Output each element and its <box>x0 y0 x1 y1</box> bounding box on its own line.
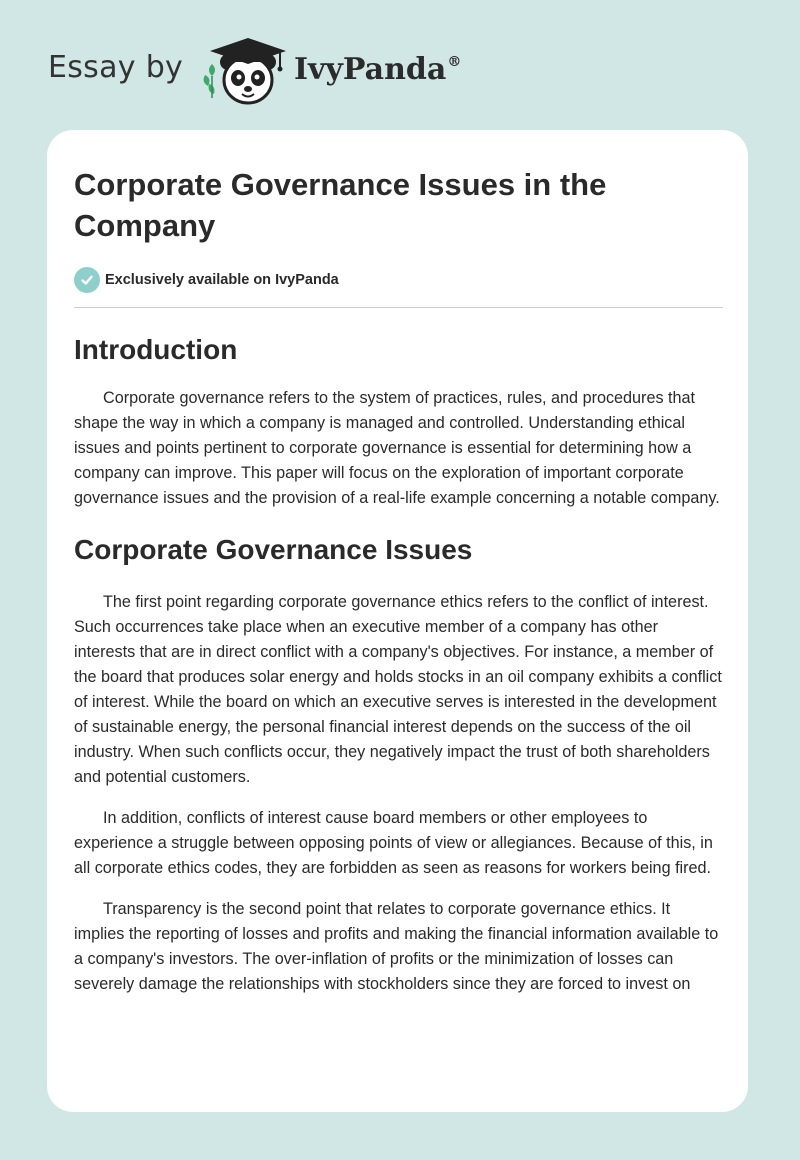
paragraph: Corporate governance refers to the system of practices, rules, and procedures that shape the way in which a company is managed and controlled. Understanding ethical issues and points pertinent to corporate governance is essential for determining how a company can improve. This paper will focus on the exploration of important corporate governance issues and the provision of a real-life example concerning a notable company. <box>74 389 720 507</box>
brand-name[interactable] <box>294 52 461 87</box>
section-heading-introduction: Introduction <box>74 334 238 365</box>
essay-card <box>47 130 748 1112</box>
exclusive-label: Exclusively available on IvyPanda <box>105 272 339 288</box>
paragraph: In addition, conflicts of interest cause board members or other employees to experience a struggle between opposing points of view or allegiances. Because of this, in all corporate ethics codes, they are forbidden as seen as reasons for workers being fired. <box>74 809 713 877</box>
essay-by-label: Essay by <box>48 50 184 85</box>
check-icon <box>74 267 100 293</box>
divider <box>74 307 723 308</box>
page-title: Corporate Governance Issues in the Company <box>74 167 607 243</box>
section-heading-corporate-governance-issues: Corporate Governance Issues <box>74 534 473 565</box>
brand-name-text: IvyPanda <box>294 52 447 87</box>
paragraph: Transparency is the second point that relates to corporate governance ethics. It implies the reporting of losses and profits and making the financial information available to a company's investors. The over-inflation of profits or the minimization of losses can severely damage the relationships with stockholders since they are forced to invest on <box>74 900 719 993</box>
exclusive-badge <box>74 266 723 294</box>
site-header <box>46 36 506 108</box>
essay-content <box>74 164 723 997</box>
panda-graduate-icon[interactable] <box>202 36 288 108</box>
paragraph: The first point regarding corporate governance ethics refers to the conflict of interest. Such occurrences take place when an executive member of a company has other interests that are in direct conflict with a company's objectives. For instance, a member of the board that produces solar energy and holds stocks in an oil company exhibits a conflict of interest. While the board on which an executive serves is interested in the development of sustainable energy, the personal financial interest depends on the success of the oil industry. When such conflicts occur, they negatively impact the trust of both shareholders and potential customers. <box>74 593 722 786</box>
registered-mark: ® <box>447 54 462 70</box>
